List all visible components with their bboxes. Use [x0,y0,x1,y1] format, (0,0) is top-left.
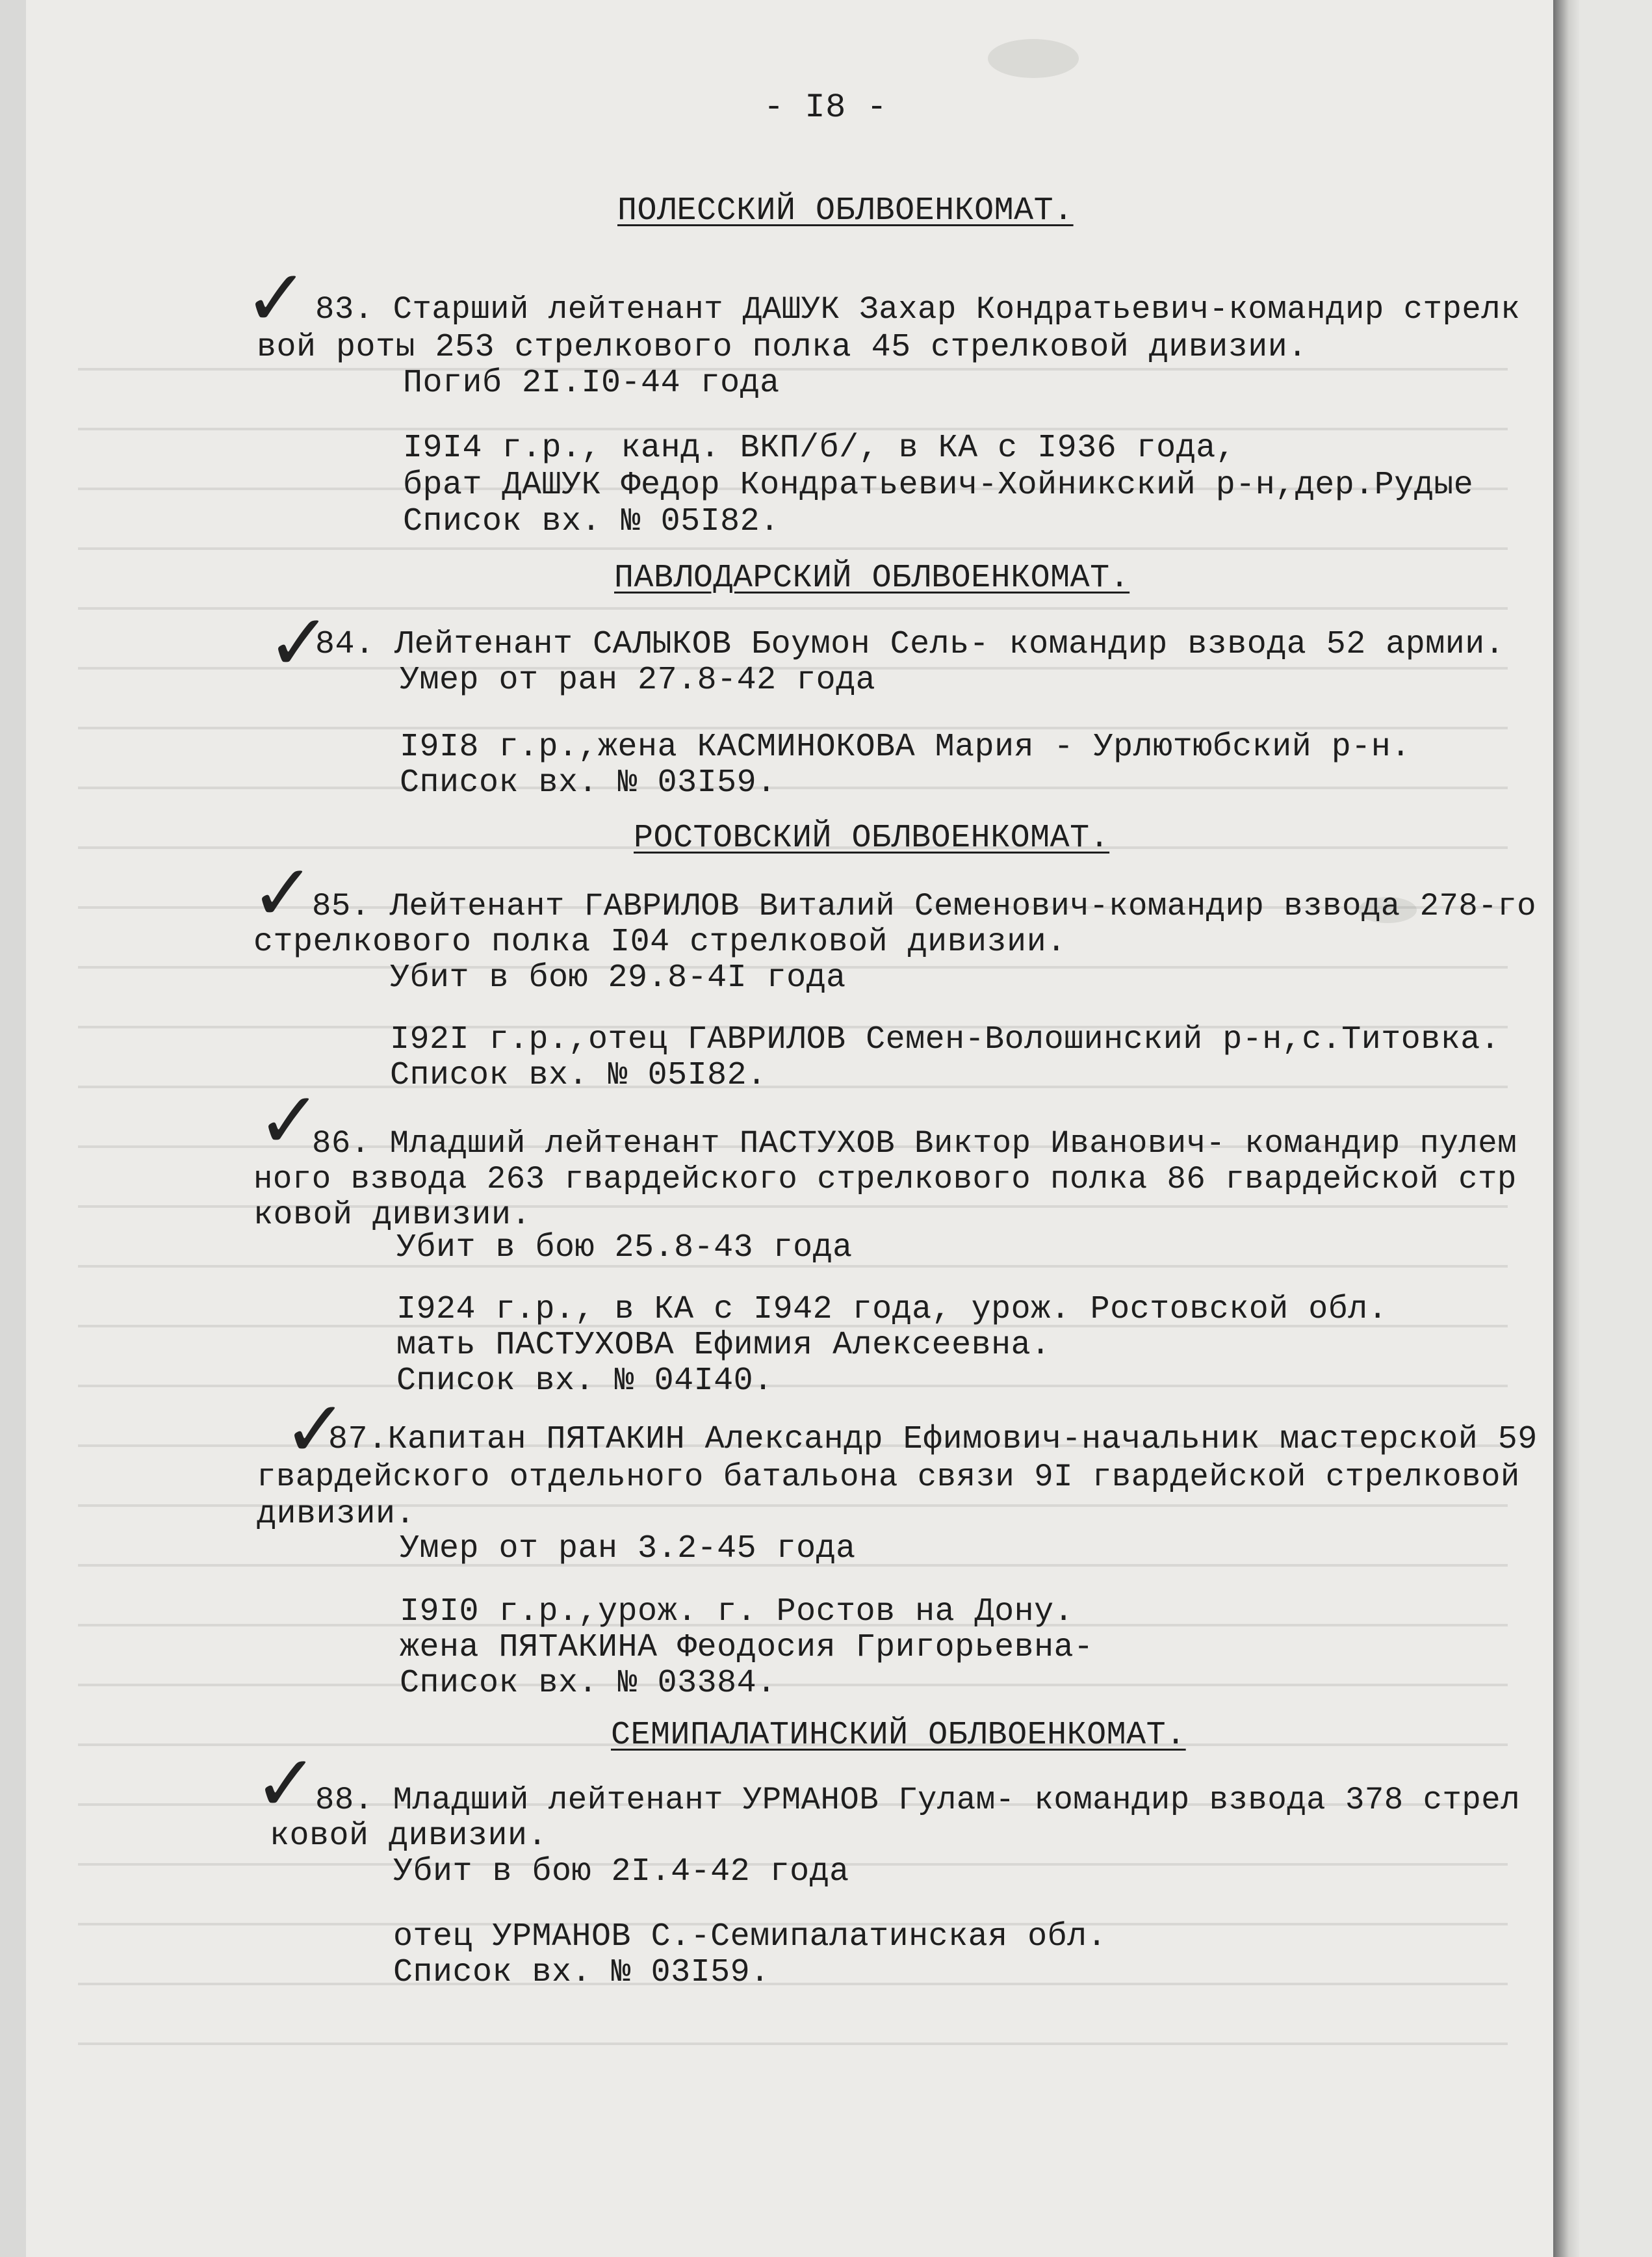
entry-86-details-1: I924 г.р., в КА с I942 года, урож. Ростовской обл. [396,1291,1388,1328]
entry-83-line-1: 83. Старший лейтенант ДАШУК Захар Кондратьевич-командир стрелк [315,291,1521,328]
page-number: - I8 - [764,88,888,127]
entry-87-list: Список вх. № 03384. [400,1665,777,1702]
entry-88-details-1: отец УРМАНОВ С.-Семипалатинская обл. [393,1918,1107,1955]
binding-edge [1553,0,1579,2257]
document-page [26,0,1553,2257]
entry-85-death: Убит в бою 29.8-4I года [390,959,846,997]
section-heading-polesskiy: ПОЛЕССКИЙ ОБЛВОЕНКОМАТ. [617,192,1074,229]
entry-86-death: Убит в бою 25.8-43 года [396,1229,853,1266]
entry-84-list: Список вх. № 03I59. [400,764,777,802]
entry-88-line-2: ковой дивизии. [270,1818,548,1855]
entry-88-death: Убит в бою 2I.4-42 года [393,1853,849,1890]
entry-86-line-1: 86. Младший лейтенант ПАСТУХОВ Виктор Иванович- командир пулем [312,1125,1517,1162]
entry-85-details-1: I92I г.р.,отец ГАВРИЛОВ Семен-Волошинский р-н,с.Титовка. [390,1021,1501,1058]
section-heading-semipalatinskiy: СЕМИПАЛАТИНСКИЙ ОБЛВОЕНКОМАТ. [611,1717,1186,1754]
entry-83-details-1: I9I4 г.р., канд. ВКП/б/, в КА с I936 года, [403,430,1236,467]
entry-83-list: Список вх. № 05I82. [403,503,780,540]
entry-87-death: Умер от ран 3.2-45 года [400,1530,856,1567]
entry-83-line-2: вой роты 253 стрелкового полка 45 стрелковой дивизии. [257,329,1308,366]
adjacent-page-edge [1579,0,1652,2257]
entry-83-details-2: брат ДАШУК Федор Кондратьевич-Хойникский р-н,дер.Рудые [403,467,1474,504]
entry-87-line-1: 87.Капитан ПЯТАКИН Александр Ефимович-начальник мастерской 59 [328,1421,1538,1458]
entry-86-list: Список вх. № 04I40. [396,1363,773,1400]
entry-86-line-3: ковой дивизии. [253,1197,532,1234]
entry-87-line-2: гвардейского отдельного батальона связи 9I гвардейской стрелковой [257,1459,1520,1495]
entry-87-line-3: дивизии. [257,1496,416,1533]
entry-84-details-1: I9I8 г.р.,жена КАСМИНОКОВА Мария - Урлютюбский р-н. [400,729,1411,766]
entry-86-line-2: ного взвода 263 гвардейского стрелкового полка 86 гвардейской стр [253,1161,1517,1197]
section-heading-rostovskiy: РОСТОВСКИЙ ОБЛВОЕНКОМАТ. [634,820,1110,857]
entry-87-details-2: жена ПЯТАКИНА Феодосия Григорьевна- [400,1629,1094,1666]
checkmark-icon: ✓ [250,848,316,939]
checkmark-icon: ✓ [244,254,309,344]
entry-85-line-2: стрелкового полка I04 стрелковой дивизии. [253,924,1066,961]
entry-84-line-1: 84. Лейтенант САЛЫКОВ Боумон Сель- командир взвода 52 армии. [315,626,1505,663]
checkmark-icon: ✓ [253,1739,319,1829]
entry-86-details-2: мать ПАСТУХОВА Ефимия Алексеевна. [396,1327,1051,1364]
entry-83-death: Погиб 2I.I0-44 года [403,365,780,402]
entry-87-details-1: I9I0 г.р.,урож. г. Ростов на Дону. [400,1593,1074,1630]
entry-84-death: Умер от ран 27.8-42 года [400,662,876,699]
checkmark-icon: ✓ [266,598,332,688]
entry-88-list: Список вх. № 03I59. [393,1954,770,1991]
section-heading-pavlodarskiy: ПАВЛОДАРСКИЙ ОБЛВОЕНКОМАТ. [614,560,1130,597]
checkmark-icon: ✓ [257,1076,322,1166]
entry-88-line-1: 88. Младший лейтенант УРМАНОВ Гулам- командир взвода 378 стрел [315,1782,1521,1818]
paper-stain [988,39,1079,78]
entry-85-line-1: 85. Лейтенант ГАВРИЛОВ Виталий Семенович-командир взвода 278-го [312,888,1537,924]
entry-85-list: Список вх. № 05I82. [390,1057,767,1094]
checkmark-icon: ✓ [283,1385,348,1475]
